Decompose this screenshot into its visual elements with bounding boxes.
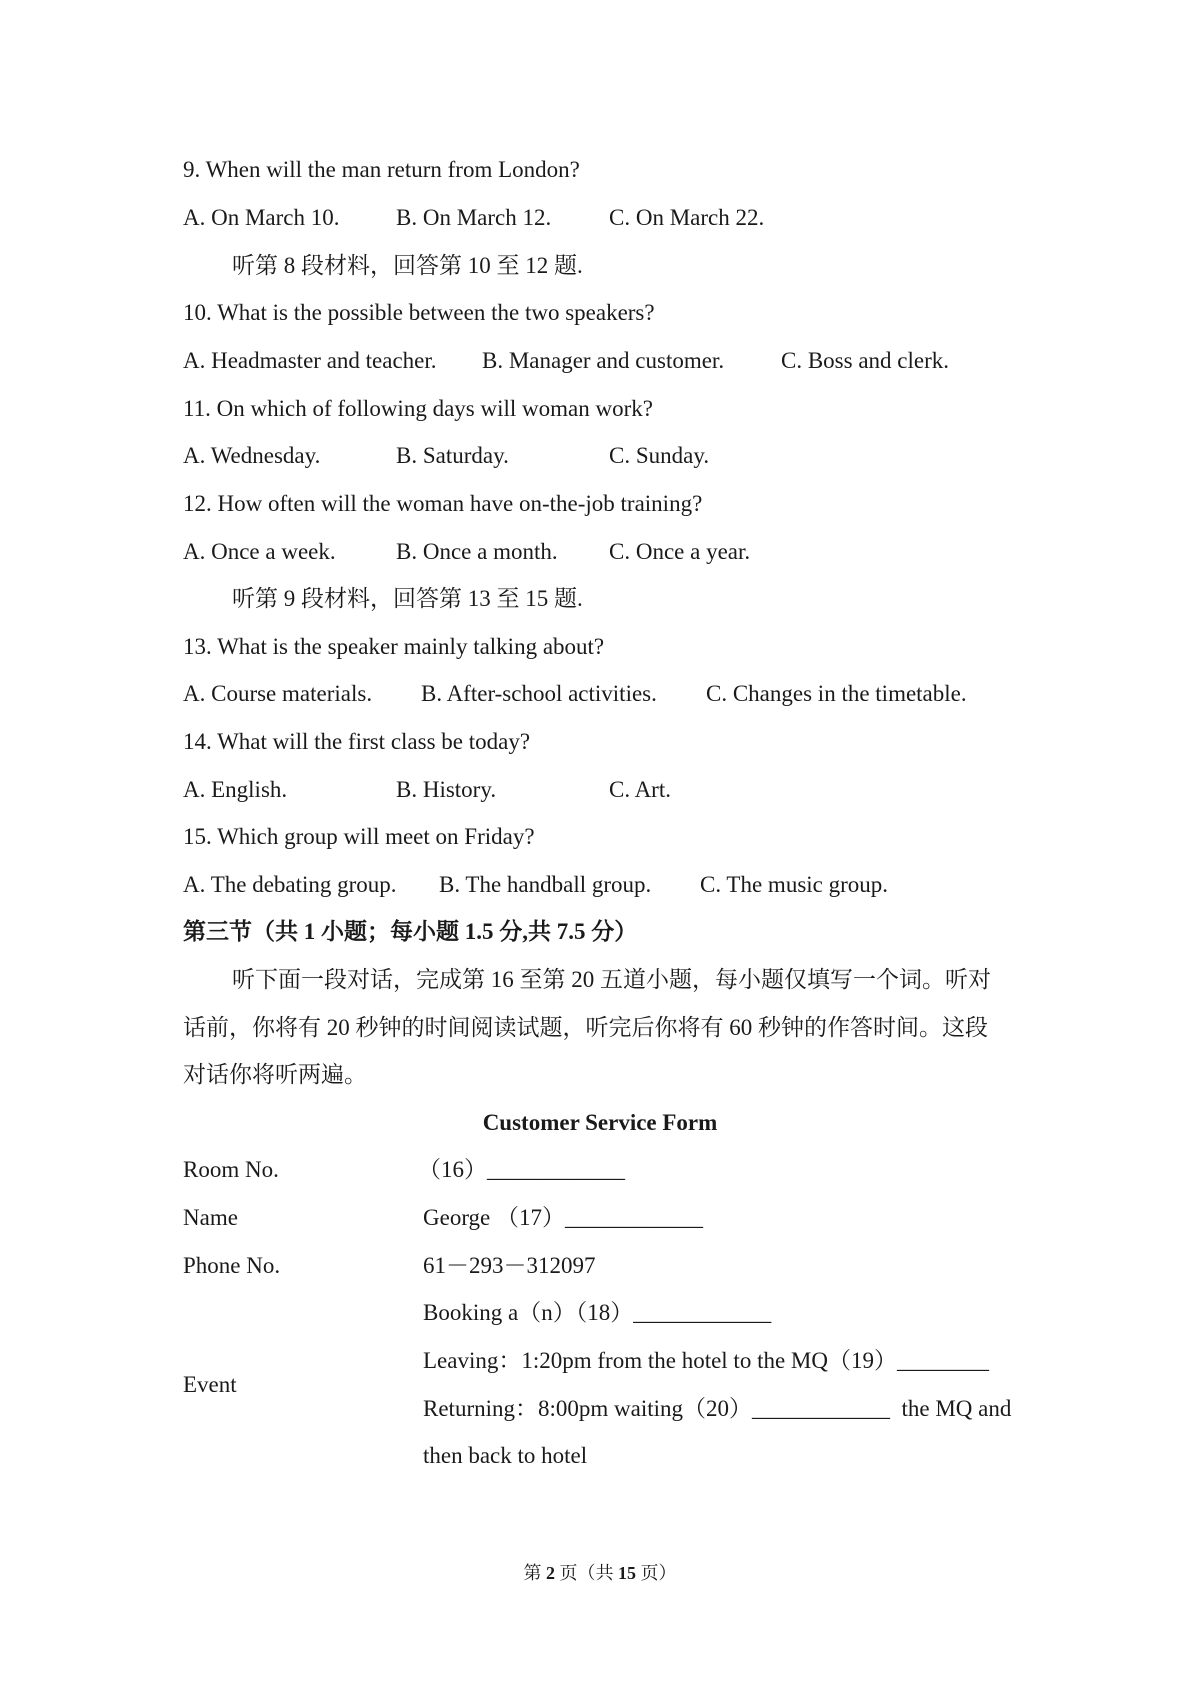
- q15-option-b: B. The handball group.: [439, 872, 652, 897]
- page-footer: [0, 1564, 1200, 1582]
- q13-option-c: C. Changes in the timetable.: [706, 681, 967, 706]
- question-13: 13. What is the speaker mainly talking about?: [183, 634, 605, 659]
- question-15: 15. Which group will meet on Friday?: [183, 824, 535, 849]
- footer-page-number: 2: [546, 1563, 555, 1583]
- q9-option-a: A. On March 10.: [183, 205, 340, 230]
- q14-option-b: B. History.: [396, 777, 497, 802]
- q12-option-c: C. Once a year.: [609, 539, 751, 564]
- question-11: 11. On which of following days will woman work?: [183, 396, 653, 421]
- question-10: 10. What is the possible between the two speakers?: [183, 300, 655, 325]
- q13-option-a: A. Course materials.: [183, 681, 373, 706]
- q15-option-a: A. The debating group.: [183, 872, 397, 897]
- question-14: 14. What will the first class be today?: [183, 729, 531, 754]
- q12-option-a: A. Once a week.: [183, 539, 336, 564]
- q11-option-c: C. Sunday.: [609, 443, 710, 468]
- q10-option-c: C. Boss and clerk.: [781, 348, 950, 373]
- q15-option-c: C. The music group.: [700, 872, 889, 897]
- name-value: George （17）____________: [423, 1205, 704, 1230]
- footer-suffix: 页）: [636, 1563, 677, 1583]
- form-title: Customer Service Form: [482, 1110, 718, 1135]
- q13-option-b: B. After-school activities.: [421, 681, 657, 706]
- instruction-segment-9: 听第 9 段材料，回答第 13 至 15 题.: [232, 586, 583, 611]
- room-value: （16）____________: [418, 1157, 625, 1182]
- question-9: 9. When will the man return from London?: [183, 157, 580, 182]
- event-line-4: then back to hotel: [423, 1443, 588, 1468]
- event-line-1: Booking a（n）（18）____________: [423, 1300, 772, 1325]
- event-line-3: Returning：8:00pm waiting（20）____________ the MQ and: [423, 1396, 1012, 1421]
- event-line-2: Leaving：1:20pm from the hotel to the MQ（19）________: [423, 1348, 989, 1373]
- q9-option-b: B. On March 12.: [396, 205, 552, 230]
- event-label: Event: [183, 1372, 237, 1397]
- q14-option-c: C. Art.: [609, 777, 671, 802]
- footer-prefix: 第: [523, 1563, 546, 1583]
- q11-option-b: B. Saturday.: [396, 443, 509, 468]
- name-label: Name: [183, 1205, 238, 1230]
- q12-option-b: B. Once a month.: [396, 539, 558, 564]
- phone-value: 61－293－312097: [423, 1253, 596, 1278]
- q9-option-c: C. On March 22.: [609, 205, 765, 230]
- section-3-para-line-3: 对话你将听两遍。: [183, 1062, 367, 1087]
- instruction-segment-8: 听第 8 段材料，回答第 10 至 12 题.: [232, 253, 583, 278]
- q10-option-a: A. Headmaster and teacher.: [183, 348, 437, 373]
- q11-option-a: A. Wednesday.: [183, 443, 321, 468]
- question-12: 12. How often will the woman have on-the-job training?: [183, 491, 703, 516]
- footer-total-pages: 15: [618, 1563, 636, 1583]
- q10-option-b: B. Manager and customer.: [482, 348, 725, 373]
- room-label: Room No.: [183, 1157, 279, 1182]
- section-3-title: 第三节（共 1 小题；每小题 1.5 分,共 7.5 分）: [183, 919, 638, 944]
- section-3-para-line-1: 听下面一段对话，完成第 16 至第 20 五道小题，每小题仅填写一个词。听对: [232, 967, 991, 992]
- section-3-para-line-2: 话前，你将有 20 秒钟的时间阅读试题，听完后你将有 60 秒钟的作答时间。这段: [183, 1015, 988, 1040]
- footer-mid: 页（共: [555, 1563, 618, 1583]
- phone-label: Phone No.: [183, 1253, 281, 1278]
- q14-option-a: A. English.: [183, 777, 288, 802]
